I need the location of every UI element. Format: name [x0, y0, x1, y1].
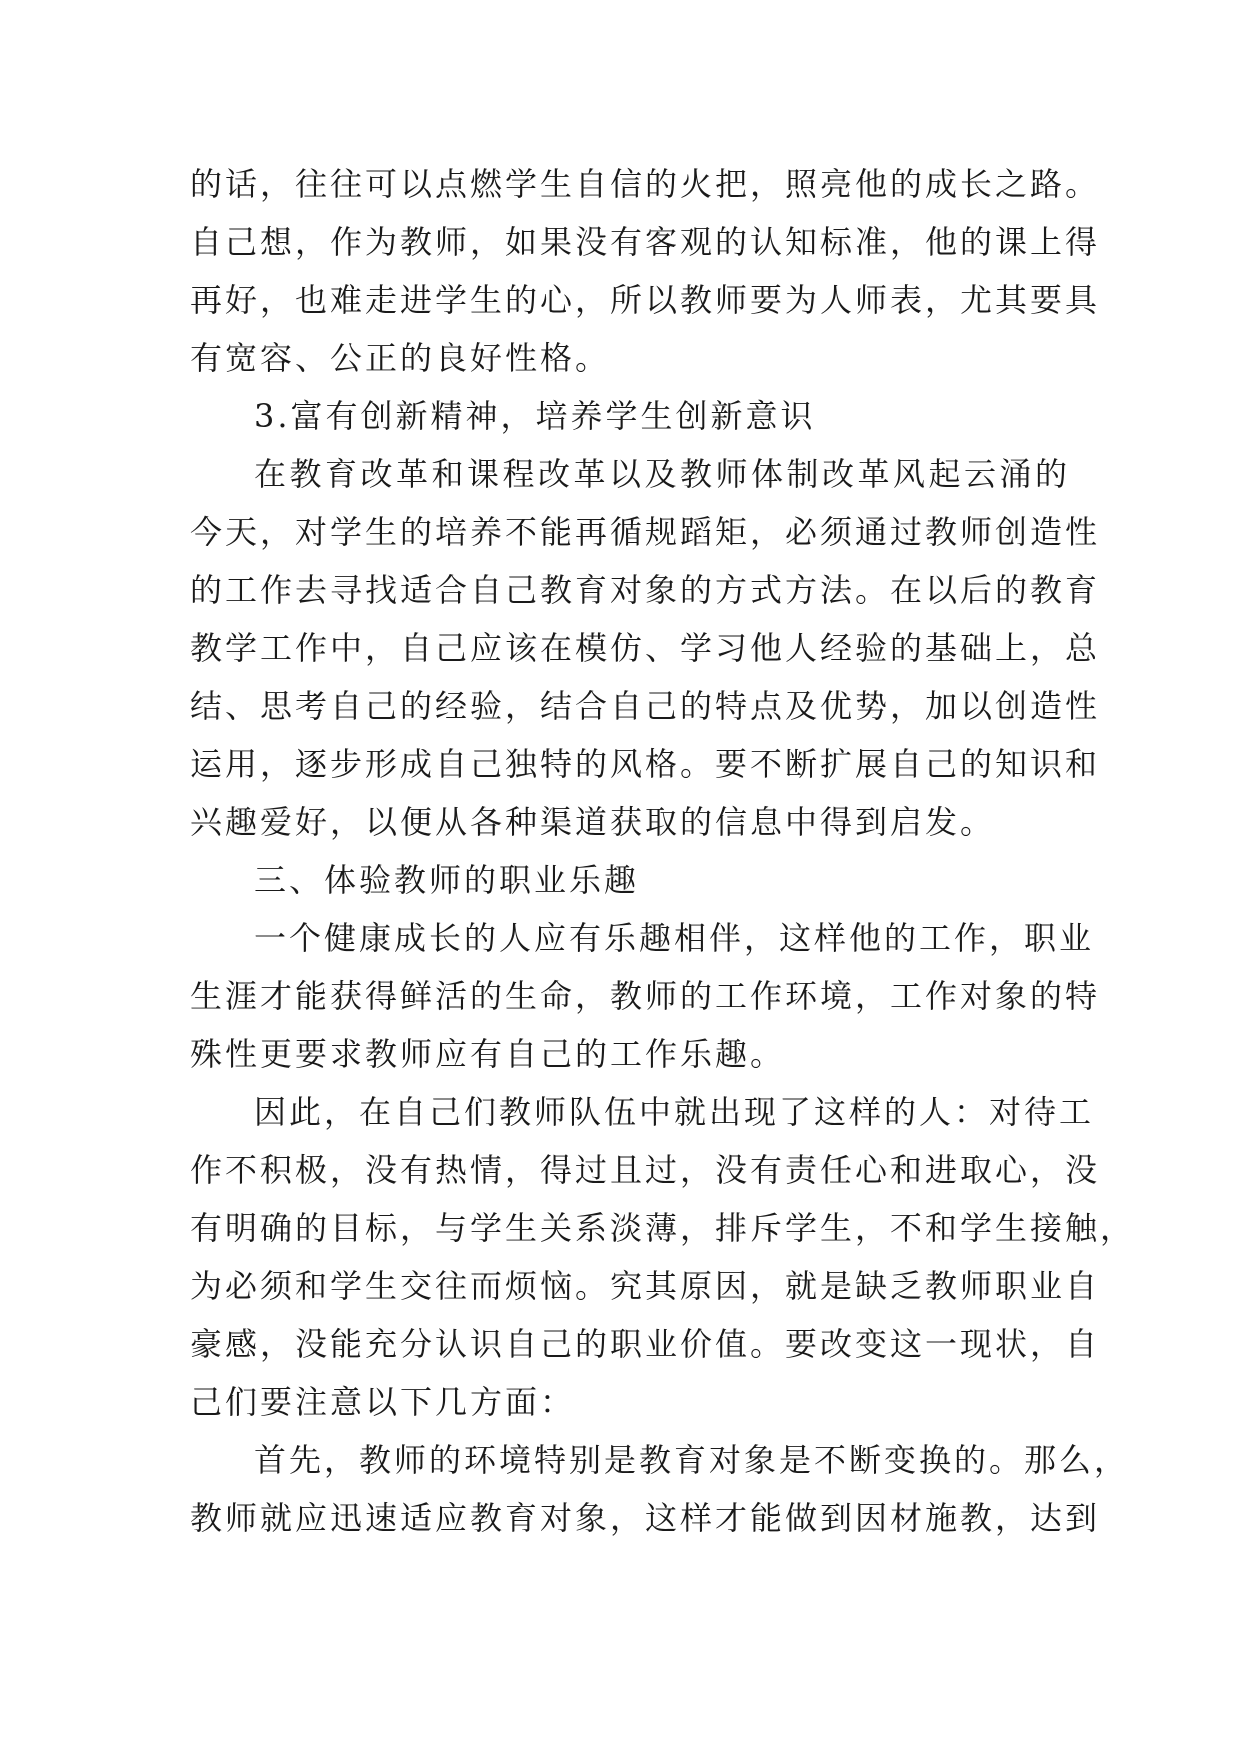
text-line: 兴趣爱好，以便从各种渠道获取的信息中得到启发。 [190, 803, 996, 841]
text-line: 的话，往往可以点燃学生自信的火把，照亮他的成长之路。 [190, 165, 1101, 203]
text-line: 教学工作中，自己应该在模仿、学习他人经验的基础上，总 [190, 629, 1101, 667]
section-heading: 三、体验教师的职业乐趣 [254, 861, 640, 899]
text-line: 有明确的目标，与学生关系淡薄，排斥学生，不和学生接触， [190, 1209, 1136, 1247]
text-line: 因此，在自己们教师队伍中就出现了这样的人：对待工 [254, 1093, 1095, 1131]
text-line: 的工作去寻找适合自己教育对象的方式方法。在以后的教育 [190, 571, 1101, 609]
text-line: 一个健康成长的人应有乐趣相伴，这样他的工作，职业 [254, 919, 1095, 957]
text-line: 作不积极，没有热情，得过且过，没有责任心和进取心，没 [190, 1151, 1101, 1189]
text-line: 再好，也难走进学生的心，所以教师要为人师表，尤其要具 [190, 281, 1101, 319]
text-line: 教师就应迅速适应教育对象，这样才能做到因材施教，达到 [190, 1499, 1101, 1537]
section-heading: 3.富有创新精神，培养学生创新意识 [254, 397, 816, 435]
text-line: 有宽容、公正的良好性格。 [190, 339, 611, 377]
document-body [190, 155, 1136, 1547]
text-line: 在教育改革和课程改革以及教师体制改革风起云涌的 [254, 455, 1070, 493]
text-line: 殊性更要求教师应有自己的工作乐趣。 [190, 1035, 786, 1073]
text-line: 为必须和学生交往而烦恼。究其原因，就是缺乏教师职业自 [190, 1267, 1101, 1305]
text-line: 运用，逐步形成自己独特的风格。要不断扩展自己的知识和 [190, 745, 1101, 783]
text-line: 生涯才能获得鲜活的生命，教师的工作环境，工作对象的特 [190, 977, 1101, 1015]
text-line: 结、思考自己的经验，结合自己的特点及优势，加以创造性 [190, 687, 1101, 725]
text-line: 豪感，没能充分认识自己的职业价值。要改变这一现状，自 [190, 1325, 1101, 1363]
text-line: 今天，对学生的培养不能再循规蹈矩，必须通过教师创造性 [190, 513, 1101, 551]
text-line: 首先，教师的环境特别是教育对象是不断变换的。那么， [254, 1441, 1130, 1479]
text-line: 己们要注意以下几方面： [190, 1383, 576, 1421]
text-line: 自己想，作为教师，如果没有客观的认知标准，他的课上得 [190, 223, 1101, 261]
